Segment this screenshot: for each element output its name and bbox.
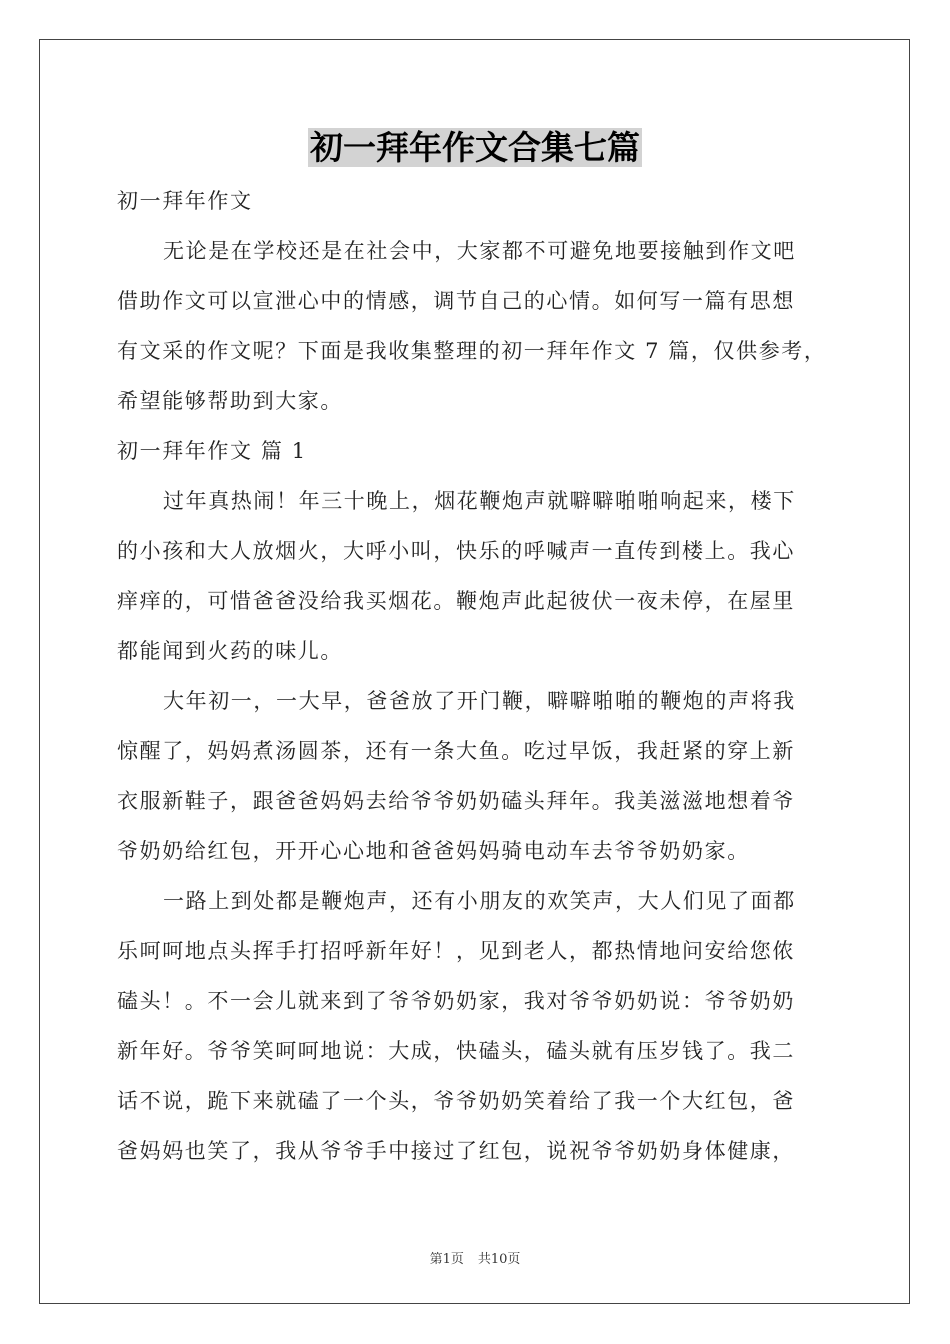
text-line: 磕头！。不一会儿就来到了爷爷奶奶家，我对爷爷奶奶说：爷爷奶奶: [117, 989, 795, 1013]
text-line: 大年初一，一大早，爸爸放了开门鞭，噼噼啪啪的鞭炮的声将我: [163, 689, 796, 713]
text-line: 衣服新鞋子，跟爸爸妈妈去给爷爷奶奶磕头拜年。我美滋滋地想着爷: [117, 789, 795, 813]
document-title-text: 初一拜年作文合集七篇: [310, 128, 640, 167]
page-footer: [0, 1248, 950, 1267]
text-line: 话不说，跪下来就磕了一个头，爷爷奶奶笑着给了我一个大红包，爸: [117, 1089, 795, 1113]
text-line: 乐呵呵地点头挥手打招呼新年好！，见到老人，都热情地问安给您侬: [117, 939, 795, 963]
text-line: 一路上到处都是鞭炮声，还有小朋友的欢笑声，大人们见了面都: [163, 889, 796, 913]
text-line: 无论是在学校还是在社会中，大家都不可避免地要接触到作文吧: [163, 239, 796, 263]
text-line: 初一拜年作文: [117, 189, 253, 213]
text-line: 爷奶奶给红包，开开心心地和爸爸妈妈骑电动车去爷爷奶奶家。: [117, 839, 750, 863]
text-line: 痒痒的，可惜爸爸没给我买烟花。鞭炮声此起彼伏一夜未停，在屋里: [117, 589, 795, 613]
text-line: 爸妈妈也笑了，我从爷爷手中接过了红包，说祝爷爷奶奶身体健康，: [117, 1139, 795, 1163]
text-line: 新年好。爷爷笑呵呵地说：大成，快磕头，磕头就有压岁钱了。我二: [117, 1039, 795, 1063]
document-title: [0, 126, 950, 170]
page-total: 共10页: [477, 1252, 521, 1267]
text-line: 借助作文可以宣泄心中的情感，调节自己的心情。如何写一篇有思想: [117, 289, 795, 313]
text-line: 过年真热闹！年三十晚上，烟花鞭炮声就噼噼啪啪响起来，楼下: [163, 489, 796, 513]
text-line: 都能闻到火药的味儿。: [117, 639, 343, 663]
text-line: 初一拜年作文 篇 1: [117, 439, 307, 463]
page-number: 第1页: [429, 1252, 464, 1267]
text-line: 希望能够帮助到大家。: [117, 389, 343, 413]
document-body: [117, 176, 857, 1176]
text-line: 有文采的作文呢？下面是我收集整理的初一拜年作文 7 篇，仅供参考，: [117, 339, 827, 363]
text-line: 的小孩和大人放烟火，大呼小叫，快乐的呼喊声一直传到楼上。我心: [117, 539, 795, 563]
text-line: 惊醒了，妈妈煮汤圆茶，还有一条大鱼。吃过早饭，我赶紧的穿上新: [117, 739, 795, 763]
